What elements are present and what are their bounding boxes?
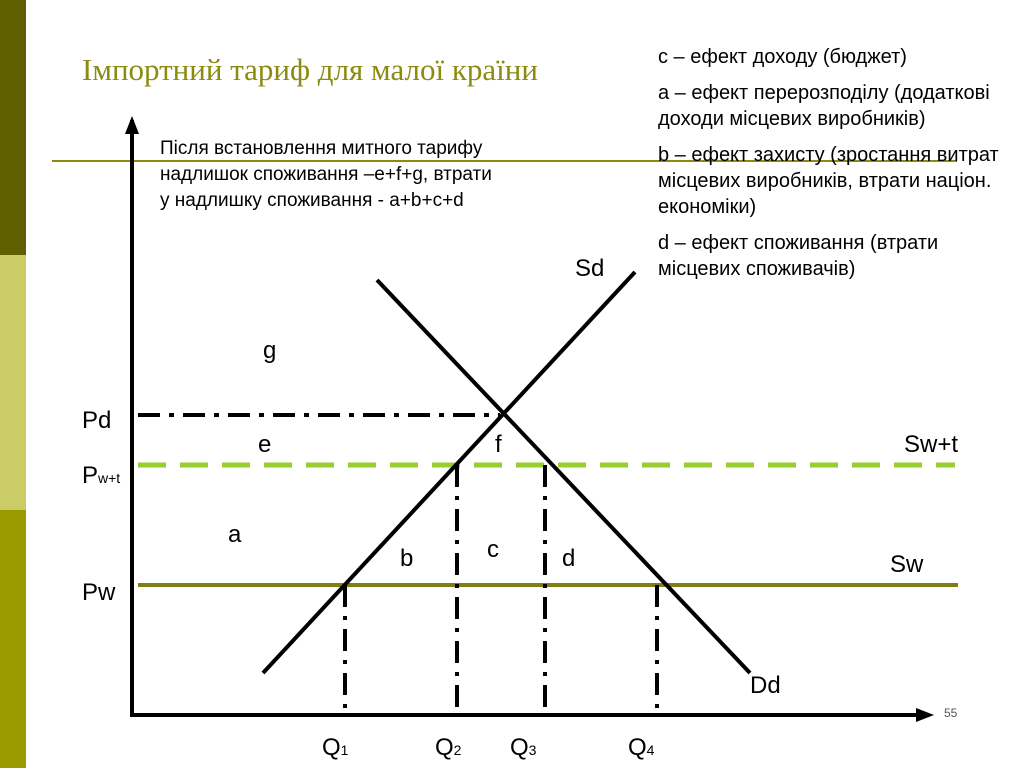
swt-label-sub: w+t — [920, 431, 959, 458]
q2-label — [435, 734, 462, 761]
legend-item-consumption-effect: d – ефект споживання (втрати місцевих споживачів) — [658, 232, 939, 280]
pw-label — [82, 579, 116, 606]
q4-label-sub: 4 — [646, 742, 655, 758]
area-e-label: e — [258, 431, 272, 458]
y-axis-arrow — [125, 116, 139, 134]
consumer-surplus-note: Після встановлення митного тарифу надлишок споживання –e+f+g, втрати у надлишку споживання - a+b+c+d — [160, 138, 492, 211]
x-axis-arrow — [916, 708, 934, 722]
sw-label-main: S — [890, 551, 907, 578]
q2-label-sub: 2 — [453, 742, 462, 758]
supply-curve-label — [575, 255, 604, 282]
pwt-label-sub: w+t — [98, 470, 121, 486]
legend-item-redistribution-effect: a – ефект перерозподілу (додаткові доходи місцевих виробників) — [658, 82, 990, 130]
pd-label-sub: d — [98, 407, 112, 434]
sw-label-sub: w — [906, 551, 924, 578]
legend-item-income-effect: c – ефект доходу (бюджет) — [658, 46, 907, 68]
legend-item-protection-effect: b – ефект захисту (зростання витрат місцевих виробників, втрати націон. економіки) — [658, 144, 999, 218]
supply-curve — [263, 272, 635, 673]
q1-label-main: Q — [322, 734, 341, 761]
supply-label-main: S — [575, 255, 592, 282]
pwt-label-main: P — [82, 462, 99, 489]
swt-label — [904, 431, 958, 458]
demand-curve-label — [750, 672, 781, 699]
q4-label-main: Q — [628, 734, 647, 761]
page-number: 55 — [944, 706, 958, 720]
area-c-label: c — [487, 536, 499, 563]
q1-label — [322, 734, 349, 761]
q1-label-sub: 1 — [340, 742, 349, 758]
q2-label-main: Q — [435, 734, 454, 761]
area-d-label: d — [562, 545, 576, 572]
pwt-label — [82, 462, 120, 489]
area-f-label: f — [495, 431, 502, 458]
area-a-label: a — [228, 521, 242, 548]
demand-label-main: D — [750, 672, 768, 699]
supply-label-sub: d — [591, 255, 605, 282]
q3-label-main: Q — [510, 734, 529, 761]
area-g-label: g — [263, 337, 277, 364]
swt-label-main: S — [904, 431, 921, 458]
pw-label-main: P — [82, 579, 99, 606]
pd-label — [82, 407, 111, 434]
sw-label — [890, 551, 924, 578]
pd-label-main: P — [82, 407, 99, 434]
q4-label — [628, 734, 655, 761]
q3-label-sub: 3 — [528, 742, 537, 758]
q3-label — [510, 734, 537, 761]
demand-curve — [377, 280, 750, 673]
area-b-label: b — [400, 545, 414, 572]
slide-title: Імпортний тариф для малої країни — [82, 52, 538, 87]
demand-label-sub: d — [767, 672, 781, 699]
pw-label-sub: w — [98, 579, 116, 606]
